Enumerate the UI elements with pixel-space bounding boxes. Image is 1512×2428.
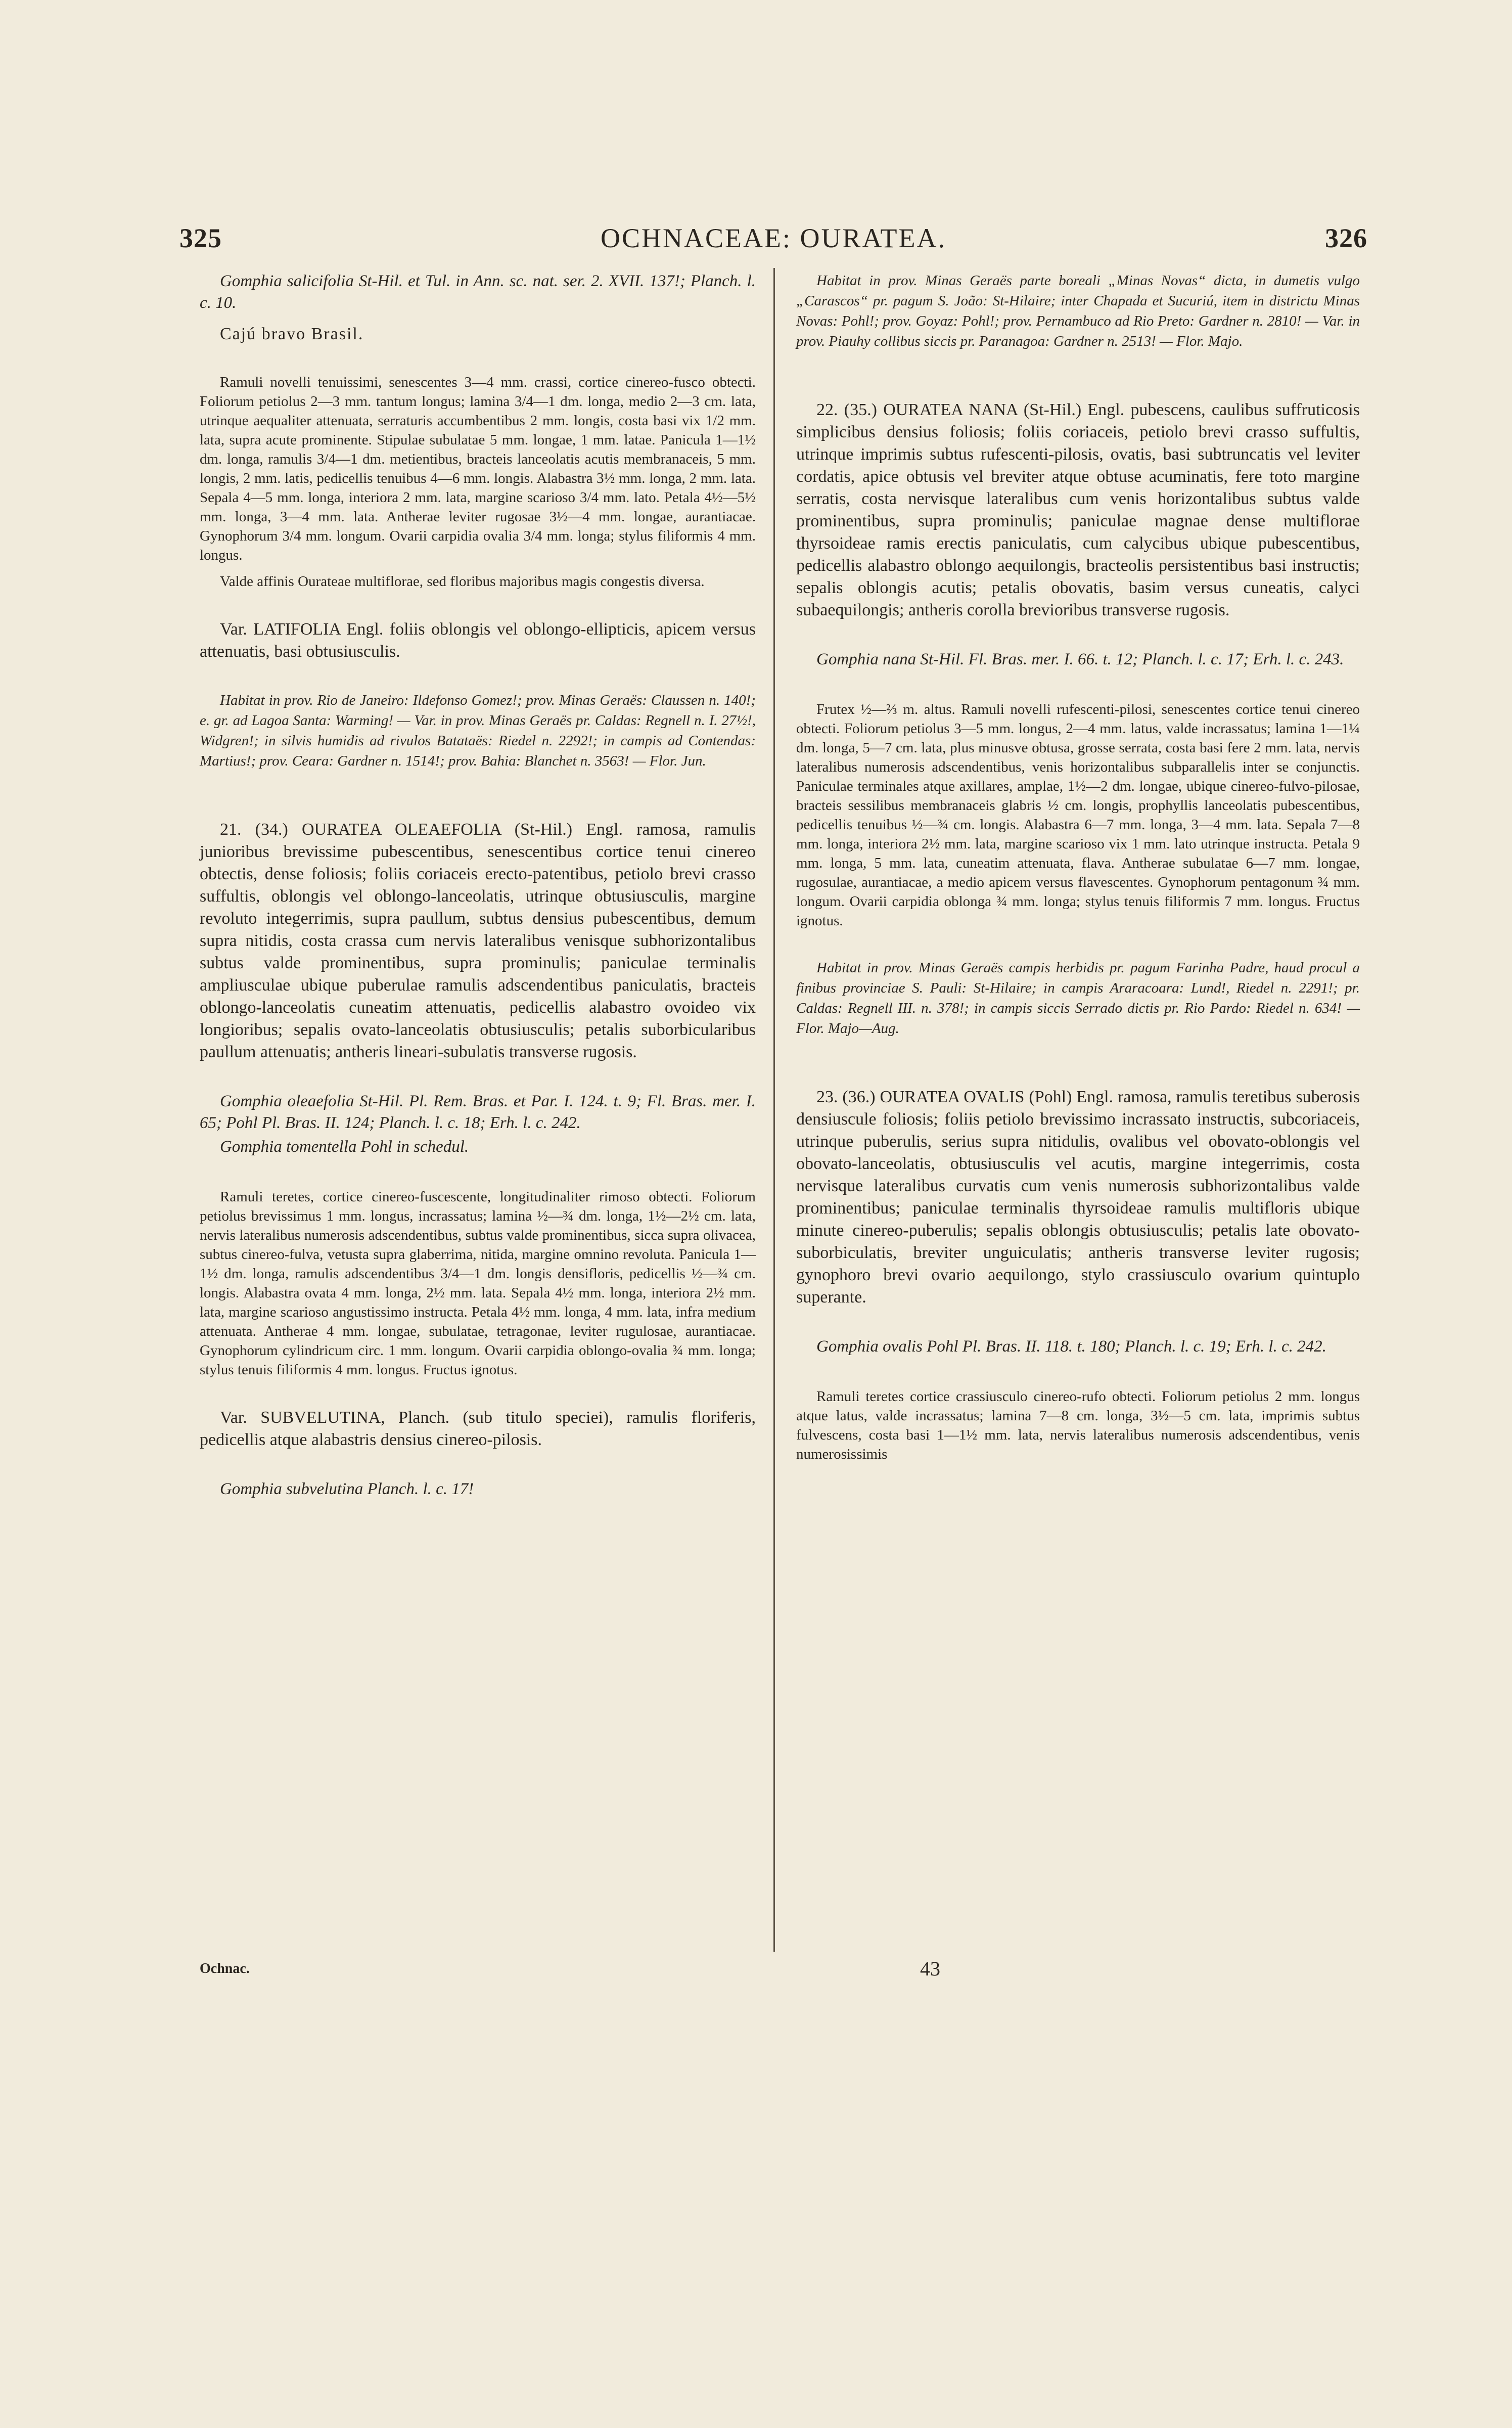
species-21-diagnosis: 21. (34.) OURATEA OLEAEFOLIA (St-Hil.) Engl. ramosa, ramulis junioribus brevissime pubescentibus, senescentibus cortice tenui cinereo obtectis, dense foliosis; foliis coriaceis erecto-patentibus, petiolo brevi crasso suffultis, oblongis vel oblongo-lanceolatis, utrinque obtusiusculis, margine revoluto integerrimis, supra paullum, subtus densius pubescentibus, demum supra nitidis, costa crassa cum nervis lateralibus venisque subhorizontalibus subtus valde prominentibus, supra prominulis; paniculae terminalis ampliusculae ubique puberulae ramulis adscendentibus paniculatis, bracteis oblongo-lanceolatis cuneatim attenuatis, pedicellis alabastro ovoideo vix longioribus; sepalis ovato-lanceolatis obtusiusculis; petalis suborbicularibus paullum attenuatis; antheris lineari-subulatis transverse rugosis. (200, 820, 756, 1061)
vernacular-name: Cajú bravo Brasil. (220, 325, 364, 343)
species-22-description: Frutex ½—⅔ m. altus. Ramuli novelli rufescenti-pilosi, senescentes cortice tenui cinereo obtecti. Foliorum petiolus 3—5 mm. longus, 2—4 mm. latus, valde incrassatus; lamina 1—1¼ dm. longa, 5—7 cm. lata, plus minusve obtusa, grosse serrata, costa basi fere 2 mm. lata, nervis lateralibus numerosis adscendentibus, venis horizontalibus subparallelis inter se conjunctis. Paniculae terminales atque axillares, amplae, 1½—2 dm. longae, ubique cinereo-fulvo-pilosae, bracteis sessilibus membranaceis glabris ½ cm. longis, prophyllis lanceolatis pubescentibus, pedicellis tenuibus ½—¾ cm. longis. Alabastra 6—7 mm. longa, 3—4 mm. lata. Sepala 7—8 mm. longa, interiora 2½ mm. lata, margine scarioso vix 1 mm. lato utrinque instructa. Petala 9 mm. longa, 5 mm. lata, cuneatim attenuata, flava. Antherae subulatae 6—7 mm. longae, rugosulae, aurantiacae, a medio apicem versus flavescentes. Gynophorum pentagonum ¾ mm. longum. Ovarii carpidia oblonga ¾ mm. longa; stylus tenuis filiformis 7 mm. longus. Fructus ignotus. (796, 701, 1360, 929)
variety-subvelutina: Var. SUBVELUTINA, Planch. (sub titulo speciei), ramulis floriferis, pedicellis atque alabastris densius cinereo-pilosis. (200, 1408, 756, 1449)
right-column (796, 271, 1360, 1471)
signature-mark: Ochnac. (200, 1961, 250, 1976)
right-page-number: 326 (1325, 223, 1367, 253)
species-22-references: Gomphia nana St-Hil. Fl. Bras. mer. I. 66. t. 12; Planch. l. c. 17; Erh. l. c. 243. (816, 650, 1344, 668)
variety-subvelutina-reference: Gomphia subvelutina Planch. l. c. 17! (220, 1480, 474, 1498)
sheet-number: 43 (920, 1957, 940, 1980)
species-21-description: Ramuli teretes, cortice cinereo-fuscescente, longitudinaliter rimoso obtecti. Foliorum petiolus brevissimus 1 mm. longus, incrassatus; lamina ½—¾ dm. longa, 1½—2½ cm. lata, nervis lateralibus numerosis adscendentibus, subtus valde prominentibus, sicca supra olivacea, subtus cinereo-fulva, vetusta supra glaberrima, nitida, margine omnino revoluta. Panicula 1—1½ dm. longa, ramulis adscendentibus 3/4—1 dm. longis densifloris, pedicellis ½—¾ cm. longis. Alabastra ovata 4 mm. longa, 2½ mm. lata. Sepala 4½ mm. longa, interiora 2½ mm. lata, margine scarioso angustissimo instructa. Petala 4½ mm. longa, 4 mm. lata, infra medium attenuata. Antherae 4 mm. longae, subulatae, tetragonae, leviter rugulosae, aurantiacae. Gynophorum cylindricum circ. 1 mm. longum. Ovarii carpidia oblongo-ovalia ¾ mm. longa; stylus tenuis filiformis 4 mm. longus. Fructus ignotus. (200, 1189, 756, 1378)
species-23-diagnosis: 23. (36.) OURATEA OVALIS (Pohl) Engl. ramosa, ramulis teretibus suberosis densiuscule foliosis; foliis petiolo brevissimo incrassato instructis, subcoriaceis, utrinque puberulis, serius supra nitidulis, ovalibus vel obovato-oblongis vel obovato-lanceolatis, obtusiusculis vel acutis, margine integerrimis, costa nervisque lateralibus curvatis cum venis numerosis subhorizontalibus valde prominentibus; paniculae terminalis thyrsoideae ramulis multifloris ubique minute cinereo-puberulis; sepalis oblongis obtusiusculis; petalis late obovato-suborbiculatis, breviter unguiculatis; antheris transverse leviter rugosis; gynophoro brevi ovario aequilongo, stylo crassiusculo ovarium quintuplo superante. (796, 1088, 1360, 1307)
left-column (200, 271, 756, 1509)
variety-paragraph: Var. LATIFOLIA Engl. foliis oblongis vel oblongo-ellipticis, apicem versus attenuatis, basi obtusiusculis. (200, 620, 756, 661)
species-23-description: Ramuli teretes cortice crassiusculo cinereo-rufo obtecti. Foliorum petiolus 2 mm. longus atque latus, valde incrassatus; lamina 7—8 cm. longa, 3½—5 cm. lata, imprimis subtus fulvescens, costa basi 1—1½ mm. lata, nervis lateralibus numerosis adscendentibus, venis numerosissimis (796, 1388, 1360, 1462)
left-page-number: 325 (179, 223, 222, 253)
synonym-reference: Gomphia salicifolia St-Hil. et Tul. in Ann. sc. nat. ser. 2. XVII. 137!; Planch. l. c. 10. (200, 272, 756, 312)
species-21-synonym: Gomphia tomentella Pohl in schedul. (220, 1138, 469, 1156)
species-23-references: Gomphia ovalis Pohl Pl. Bras. II. 118. t. 180; Planch. l. c. 19; Erh. l. c. 242. (816, 1337, 1326, 1356)
page-header (179, 222, 1367, 263)
running-title: OCHNACEAE: OURATEA. (601, 223, 946, 253)
species-22-diagnosis: 22. (35.) OURATEA NANA (St-Hil.) Engl. pubescens, caulibus suffruticosis simplicibus densius foliosis; foliis coriaceis, petiolo brevi crasso suffultis, utrinque imprimis subtus rufescenti-pilosis, ovatis, basi subtruncatis vel leviter cordatis, apice obtusis vel breviter atque obtuse acuminatis, fere toto margine serratis, costa nervisque lateralibus cum venis horizontalibus subtus valde prominentibus, supra prominulis; paniculae magnae dense multiflorae thyrsoideae ramis erectis paniculatis, cum calycibus ubique pubescentibus, pedicellis alabastro oblongo aequilongis, bracteolis persistentibus basi instructis; sepalis oblongis acutis; petalis obovatis, basim versus cuneatis, calyci subaequilongis; antheris corolla brevioribus transverse rugosis. (796, 400, 1360, 619)
habitat-paragraph: Habitat in prov. Rio de Janeiro: Ildefonso Gomez!; prov. Minas Geraës: Claussen n. 140!; e. gr. ad Lagoa Santa: Warming! — Var. in prov. Minas Geraës pr. Caldas: Regnell n. I. 27½!, Widgren!; in silvis humidis ad rivulos Batataës: Riedel n. 2292!; in campis ad Contendas: Martius!; prov. Ceara: Gardner n. 1514!; prov. Bahia: Blanchet n. 3563! — Flor. Jun. (200, 692, 756, 769)
species-21-references: Gomphia oleaefolia St-Hil. Pl. Rem. Bras. et Par. I. 124. t. 9; Fl. Bras. mer. I. 65; Pohl Pl. Bras. II. 124; Planch. l. c. 18; Erh. l. c. 242. (200, 1092, 756, 1132)
species-22-habitat: Habitat in prov. Minas Geraës campis herbidis pr. pagum Farinha Padre, haud procul a finibus provinciae S. Pauli: St-Hilaire; in campis Araracoara: Lund!, Riedel n. 2291!; pr. Caldas: Regnell III. n. 378!; in campis siccis Serrado dictis pr. Rio Pardo: Riedel n. 634! — Flor. Majo—Aug. (796, 960, 1360, 1037)
column-divider (773, 268, 775, 1952)
habitat-paragraph-continued: Habitat in prov. Minas Geraës parte boreali „Minas Novas“ dicta, in dumetis vulgo „Carascos“ pr. pagum S. João: St-Hilaire; inter Chapada et Sucuriú, item in districtu Minas Novas: Pohl!; prov. Goyaz: Pohl!; prov. Pernambuco ad Rio Preto: Gardner n. 2810! — Var. in prov. Piauhy collibus siccis pr. Paranagoa: Gardner n. 2513! — Flor. Majo. (796, 273, 1360, 349)
description-paragraph: Ramuli novelli tenuissimi, senescentes 3—4 mm. crassi, cortice cinereo-fusco obtecti. Foliorum petiolus 2—3 mm. tantum longus; lamina 3/4—1 dm. longa, medio 2—3 cm. lata, utrinque aequaliter attenuata, serraturis accumbentibus 2 mm. longis, costa basi vix 1/2 mm. lata, supra acute prominente. Stipulae subulatae 5 mm. longae, 1 mm. latae. Panicula 1—1½ dm. longa, ramulis 3/4—1 dm. metientibus, bracteis lanceolatis acutis membranaceis, 5 mm. longis, 2 mm. latis, pedicellis tenuibus 4—6 mm. longis. Alabastra 3½ mm. longa, 2 mm. lata. Sepala 4—5 mm. longa, interiora 2 mm. lata, margine scarioso 3/4 mm. lato. Petala 4½—5½ mm. longa, 3—4 mm. lata. Antherae leviter rugosae 3½—4 mm. longae, aurantiacae. Gynophorum 3/4 mm. longum. Ovarii carpidia ovalia 3/4 mm. longa; stylus filiformis 4 mm. longus. (200, 374, 756, 563)
note-paragraph: Valde affinis Ourateae multiflorae, sed floribus majoribus magis congestis diversa. (220, 573, 705, 590)
